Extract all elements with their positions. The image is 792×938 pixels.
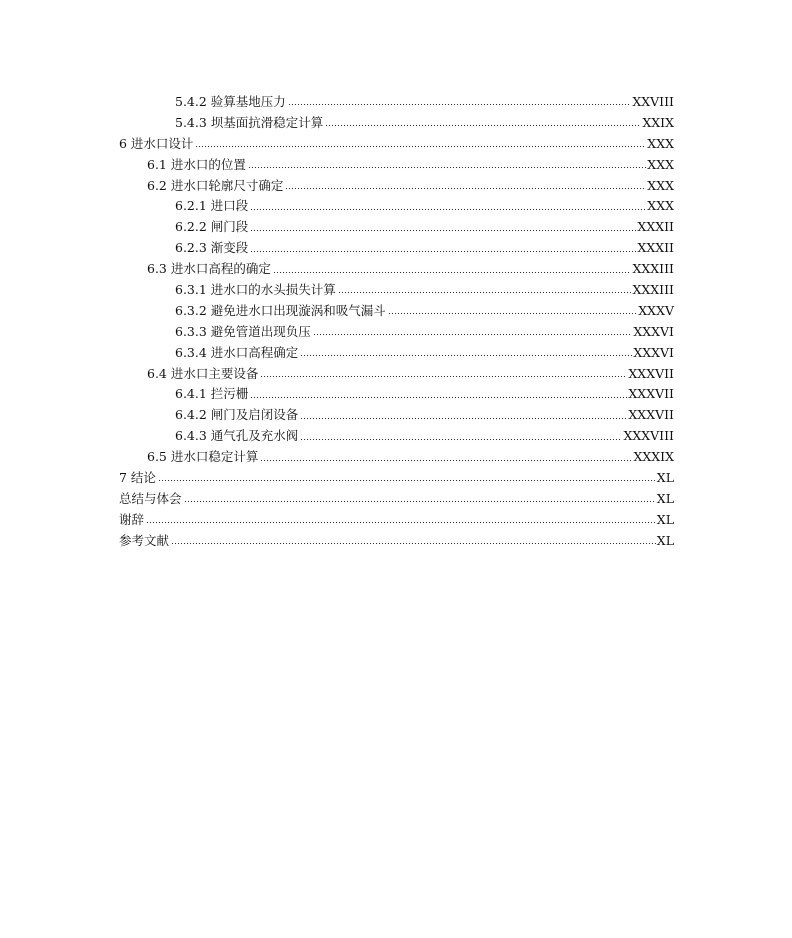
toc-entry-page: XXVIII (632, 94, 674, 109)
toc-entry-label: 7 结论 (119, 470, 156, 486)
toc-entry-page: XXXVI (633, 344, 674, 360)
dot-leader (248, 166, 646, 169)
toc-entry-page: XXIX (642, 114, 674, 130)
toc-entry-label: 6.1 进水口的位置 (147, 156, 246, 172)
toc-entry-label: 6 进水口设计 (119, 135, 194, 151)
dot-leader (184, 500, 656, 503)
dot-leader (146, 521, 656, 524)
toc-entry[interactable] (0, 531, 674, 552)
toc-entry-label: 总结与体会 (119, 490, 182, 506)
toc-entry-label: 6.3.4 进水口高程确定 (175, 344, 299, 360)
dot-leader (273, 271, 632, 274)
toc-entry-page: XXXVI (633, 323, 674, 339)
toc-entry-page: XXXVIII (623, 428, 674, 444)
toc-entry-label: 5.4.2 验算基地压力 (175, 94, 286, 109)
toc-entry-page: XXX (647, 135, 674, 151)
dot-leader (325, 124, 641, 127)
toc-entry[interactable] (0, 155, 674, 176)
toc-entry[interactable] (0, 384, 674, 405)
dot-leader (288, 103, 632, 106)
toc-entry-label: 6.4 进水口主要设备 (147, 365, 259, 381)
toc-entry[interactable] (0, 176, 674, 197)
toc-entry[interactable] (0, 426, 674, 447)
toc-entry[interactable] (0, 280, 674, 301)
dot-leader (195, 145, 646, 148)
toc-entry[interactable] (0, 343, 674, 364)
toc-entry-page: XL (656, 490, 674, 506)
dot-leader (285, 187, 646, 190)
toc-entry[interactable] (0, 510, 674, 531)
toc-entry-label: 6.3 进水口高程的确定 (147, 261, 271, 277)
toc-entry[interactable] (0, 468, 674, 489)
toc-entry[interactable] (0, 405, 674, 426)
toc-entry-label: 6.2.2 闸门段 (175, 219, 249, 235)
toc-entry[interactable] (0, 217, 674, 238)
dot-leader (260, 375, 627, 378)
toc-entry-label: 6.2 进水口轮廓尺寸确定 (147, 177, 284, 193)
dot-leader (300, 417, 627, 420)
toc-entry-label: 6.4.1 拦污栅 (175, 386, 249, 402)
toc-entry-label: 谢辞 (119, 511, 145, 527)
toc-entry[interactable] (0, 134, 674, 155)
dot-leader (158, 479, 656, 482)
dot-leader (300, 354, 632, 357)
dot-leader (250, 229, 636, 232)
toc-entry-page: XXXIII (632, 261, 674, 277)
toc-entry-page: XXXVII (628, 365, 674, 381)
toc-entry[interactable] (0, 113, 674, 134)
toc-entry-page: XXX (647, 156, 674, 172)
toc-entry-label: 6.4.3 通气孔及充水阀 (175, 428, 299, 444)
toc-entry-page: XXXVII (628, 407, 674, 423)
toc-entry[interactable] (0, 447, 674, 468)
toc-entry[interactable] (0, 301, 674, 322)
toc-entry-page: XXX (647, 198, 674, 214)
toc-entry-page: XXXII (637, 240, 674, 256)
dot-leader (338, 291, 632, 294)
toc-entry-page: XL (656, 470, 674, 486)
dot-leader (171, 542, 656, 545)
toc-entry[interactable] (0, 364, 674, 385)
toc-entry-label: 6.3.1 进水口的水头损失计算 (175, 282, 336, 298)
toc-entry[interactable] (0, 238, 674, 259)
toc-entry-label: 6.3.2 避免进水口出现漩涡和吸气漏斗 (175, 302, 386, 318)
toc-entry[interactable] (0, 196, 674, 217)
toc-entry-page: XXXVII (628, 386, 674, 402)
dot-leader (388, 312, 637, 315)
toc-entry-page: XXX (647, 177, 674, 193)
table-of-contents (0, 92, 792, 552)
toc-entry[interactable] (0, 259, 674, 280)
dot-leader (300, 438, 622, 441)
dot-leader (250, 208, 646, 211)
dot-leader (250, 396, 627, 399)
toc-entry[interactable] (0, 489, 674, 510)
toc-entry-page: XXXII (637, 219, 674, 235)
toc-entry-page: XL (656, 511, 674, 527)
toc-entry-label: 6.3.3 避免管道出现负压 (175, 323, 311, 339)
toc-entry-label: 5.4.3 坝基面抗滑稳定计算 (175, 114, 324, 130)
dot-leader (250, 250, 636, 253)
toc-entry-label: 6.5 进水口稳定计算 (147, 449, 259, 465)
dot-leader (260, 459, 632, 462)
toc-entry-label: 6.2.1 进口段 (175, 198, 249, 214)
toc-entry-page: XXXV (638, 302, 674, 318)
toc-entry-label: 6.2.3 渐变段 (175, 240, 249, 256)
toc-entry-label: 参考文献 (119, 532, 170, 548)
dot-leader (313, 333, 633, 336)
toc-entry[interactable] (0, 92, 674, 113)
toc-entry-page: XL (656, 532, 674, 548)
toc-entry[interactable] (0, 322, 674, 343)
toc-entry-label: 6.4.2 闸门及启闭设备 (175, 407, 299, 423)
toc-entry-page: XXXIX (633, 449, 674, 465)
toc-entry-page: XXXIII (632, 282, 674, 298)
